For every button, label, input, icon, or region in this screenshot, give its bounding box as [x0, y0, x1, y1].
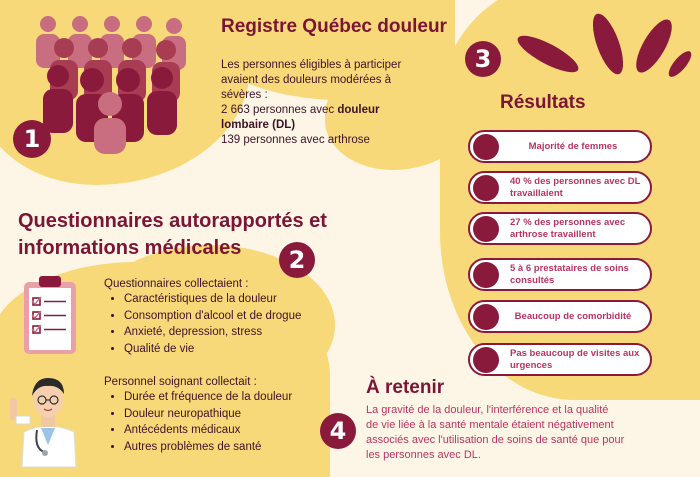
registry-line-3: sévères :: [221, 89, 268, 101]
takeaway-title: À retenir: [366, 377, 445, 398]
result-pill: 27 % des personnes avec arthrose travaillent: [468, 212, 652, 245]
result-pill: 5 à 6 prestataires de soins consultés: [468, 258, 652, 291]
bullet-dot-icon: [473, 216, 499, 242]
registry-line-1: Les personnes éligibles à participer: [221, 59, 402, 71]
bullet-dot-icon: [473, 347, 499, 373]
takeaway-text: La gravité de la douleur, l'interférence et la qualité de vie liée à la santé mentale étaient négativement associés avec l'utilisation de soins de santé que pour les personnes avec DL.: [366, 404, 625, 461]
registry-stat-arthrosis: 139 personnes avec arthrose: [221, 134, 370, 146]
list-item: • Durée et fréquence de la douleur: [124, 389, 292, 406]
questionnaires-heading: Questionnaires collectaient :: [104, 278, 249, 290]
results-title: Résultats: [500, 92, 586, 113]
personnel-heading: Personnel soignant collectait :: [104, 376, 257, 388]
result-pill: Pas beaucoup de visites aux urgences: [468, 343, 652, 376]
list-item: • Autres problèmes de santé: [124, 439, 292, 456]
step-number-2: 2: [279, 242, 315, 278]
result-pill: Beaucoup de comorbidité: [468, 300, 652, 333]
questionnaires-list: [108, 291, 301, 357]
questionnaires-title: Questionnaires autorapportés et informations médicales: [18, 210, 327, 259]
personnel-list: [108, 389, 292, 455]
doctor-icon: [8, 370, 90, 467]
list-item: • Caractéristiques de la douleur: [124, 291, 301, 308]
step-number-1: 1: [13, 120, 51, 158]
list-item: • Douleur neuropathique: [124, 406, 292, 423]
bullet-dot-icon: [473, 134, 499, 160]
people-group-icon: [28, 14, 190, 154]
registry-line-2: avaient des douleurs modérées à: [221, 74, 392, 86]
decorative-strokes-icon: [508, 4, 698, 94]
list-item: • Consomption d'alcool et de drogue: [124, 308, 301, 325]
result-pill: Majorité de femmes: [468, 130, 652, 163]
registry-stat-lumbar-cont: lombaire (DL): [221, 119, 296, 131]
list-item: • Anxieté, depression, stress: [124, 324, 301, 341]
clipboard-checklist-icon: [22, 276, 78, 356]
bullet-dot-icon: [473, 175, 499, 201]
registry-title: Registre Québec douleur: [221, 16, 447, 37]
list-item: • Antécédents médicaux: [124, 422, 292, 439]
result-pill: 40 % des personnes avec DL travaillaient: [468, 171, 652, 204]
step-number-3: 3: [465, 41, 501, 77]
registry-description: [221, 58, 451, 148]
bullet-dot-icon: [473, 304, 499, 330]
registry-stat-lumbar: 2 663 personnes avec douleur: [221, 104, 380, 116]
step-number-4: 4: [320, 413, 356, 449]
bullet-dot-icon: [473, 262, 499, 288]
list-item: • Qualité de vie: [124, 341, 301, 358]
